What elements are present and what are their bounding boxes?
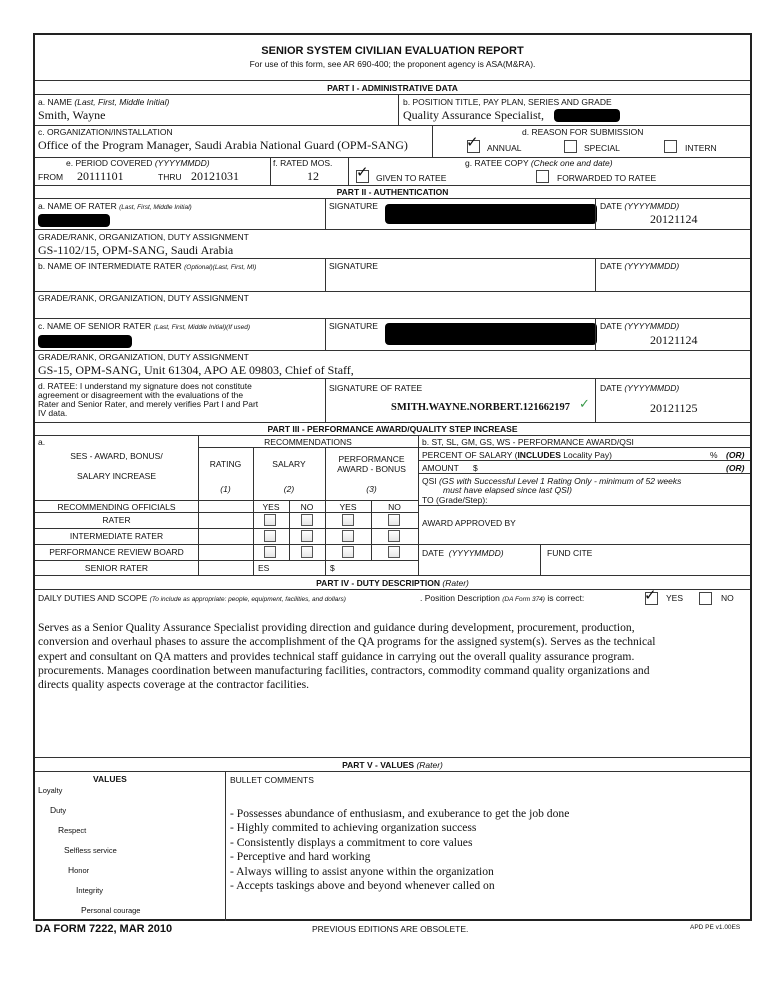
version-label: APD PE v1.00ES [690,924,741,931]
salary-header: SALARY [272,459,306,469]
ratee-signature-label: SIGNATURE OF RATEE [329,383,423,393]
senior-grade-label: GRADE/RANK, ORGANIZATION, DUTY ASSIGNMENT [38,352,249,362]
part5-title: PART V - VALUES (Rater) [342,760,443,770]
form-subtitle: For use of this form, see AR 690-400; the proponent agency is ASA(M&RA). [249,59,536,69]
part1-title: PART I - ADMINISTRATIVE DATA [327,83,458,93]
part3-title: PART III - PERFORMANCE AWARD/QUALITY STEP INCREASE [267,424,518,434]
divider [595,318,596,350]
intermediate-signature-label: SIGNATURE [329,261,378,271]
recommendations-label: RECOMMENDATIONS [264,437,352,447]
senior-grade-field[interactable]: GS-15, OPM-SANG, Unit 61304, APO AE 09803, Chief of Staff, [38,363,354,377]
forwarded-label: FORWARDED TO RATEE [557,173,657,183]
divider [325,198,326,229]
award-date-label: DATE (YYYYMMDD) [422,548,504,558]
org-field[interactable]: Office of the Program Manager, Saudi Arabia National Guard (OPM-SANG) [38,138,408,152]
divider [35,500,418,501]
divider [398,94,399,125]
value-integrity: Integrity [76,885,103,895]
rater-date-field[interactable]: 20121124 [650,212,698,226]
senior-signature-label: SIGNATURE [329,321,378,331]
divider [325,378,326,422]
divider [35,422,750,423]
divider [35,771,750,772]
row-senior-label: SENIOR RATER [84,563,149,573]
redaction-block [38,214,110,227]
rating-header: RATING [209,459,242,469]
divider [432,125,433,157]
special-label: SPECIAL [584,143,620,153]
part3-b-label: b. ST, SL, GM, GS, WS - PERFORMANCE AWARD/QSI [422,437,634,447]
redaction-block [38,335,132,348]
inter-salary-no-checkbox[interactable] [301,530,313,542]
special-checkbox[interactable] [564,140,577,153]
divider [35,318,750,319]
divider [35,258,750,259]
divider [418,447,750,448]
reason-label: d. REASON FOR SUBMISSION [522,127,644,137]
redaction-block [554,109,620,122]
divider [35,435,750,436]
divider [35,544,418,545]
period-label: e. PERIOD COVERED (YYYYMMDD) [66,158,210,168]
divider [418,505,750,506]
posdesc-yes-label: YES [666,593,684,603]
bullet-comments-label: BULLET COMMENTS [230,775,314,785]
perf-no-header: NO [388,502,401,512]
daily-duties-label: DAILY DUTIES AND SCOPE (To include as appropriate: people, equipment, facilities, and dollars) [38,593,346,603]
prb-salary-no-checkbox[interactable] [301,546,313,558]
inter-perf-no-checkbox[interactable] [388,530,400,542]
value-personal-courage: Personal courage [81,905,141,915]
intermediate-rater-label: b. NAME OF INTERMEDIATE RATER (Optional)(Last, First, MI) [38,261,257,271]
fund-cite-label: FUND CITE [547,548,593,558]
part4-title: PART IV - DUTY DESCRIPTION (Rater) [316,578,469,588]
row-intermediate-label: INTERMEDIATE RATER [69,531,164,541]
divider [198,447,418,448]
previous-editions-note: PREVIOUS EDITIONS ARE OBSOLETE. [312,924,469,934]
ses-label-1: SES - AWARD, BONUS/ [70,451,163,461]
percent-label: PERCENT OF SALARY (INCLUDES Locality Pay) [422,450,612,460]
posdesc-no-checkbox[interactable] [699,592,712,605]
divider [35,198,750,199]
divider [35,528,418,529]
rater-perf-yes-checkbox[interactable] [342,514,354,526]
rater-salary-yes-checkbox[interactable] [264,514,276,526]
value-duty: Duty [50,805,67,815]
name-field[interactable]: Smith, Wayne [38,108,106,122]
prb-perf-yes-checkbox[interactable] [342,546,354,558]
part3-a-label: a. [38,437,46,447]
col2-number: (2) [283,484,295,494]
divider [270,157,271,185]
intern-label: INTERN [685,143,717,153]
form-title: SENIOR SYSTEM CIVILIAN EVALUATION REPORT [261,45,524,57]
rated-label: f. RATED MOS. [273,158,333,168]
divider [35,757,750,758]
rater-signature-label: SIGNATURE [329,201,378,211]
row-rater-label: RATER [102,515,131,525]
copy-label: g. RATEE COPY (Check one and date) [465,158,613,168]
rater-label: a. NAME OF RATER (Last, First, Middle Initial) [38,201,192,211]
rater-date-label: DATE (YYYYMMDD) [600,201,680,211]
divider [35,350,750,351]
rater-grade-label: GRADE/RANK, ORGANIZATION, DUTY ASSIGNMENT [38,232,249,242]
divider [35,560,418,561]
salary-no-header: NO [300,502,314,512]
rater-perf-no-checkbox[interactable] [388,514,400,526]
divider [225,771,226,921]
rater-salary-no-checkbox[interactable] [301,514,313,526]
divider [540,544,541,575]
divider [35,94,750,95]
ratee-digital-signature[interactable]: SMITH.WAYNE.NORBERT.121662197 [391,402,571,413]
or-label-1: (OR) [726,450,745,460]
salary-yes-header: YES [262,502,280,512]
senior-date-label: DATE (YYYYMMDD) [600,321,680,331]
divider [595,198,596,229]
senior-es-label: ES [258,563,270,573]
intermediate-date-label: DATE (YYYYMMDD) [600,261,680,271]
duty-description[interactable]: Serves as a Senior Quality Assurance Specialist providing direction and guidance during development, procurement, production, conversion and overhaul phases to assure the accomplishment of the QA programs for the assigned system(s). Serves as the technical expert and consultant on QA matters and provides technical staff guidance in carrying out the overall quality assurance program. procurements. Manages coordination between manufacturing facilities, contractors, commodity command quality organizations and directs quality aspects coverage at the contractor facilities. [38,621,656,692]
checkmark-icon: ✓ [356,163,369,181]
col3-number: (3) [366,484,377,494]
recommending-officials-label: RECOMMENDING OFFICIALS [57,502,176,512]
divider [595,378,596,422]
divider [35,80,750,81]
qsi-note: must have elapsed since last QSI) [443,485,572,495]
percent-sign: % [710,450,718,460]
from-field[interactable]: 20111101 [77,169,124,183]
prb-salary-yes-checkbox[interactable] [264,546,276,558]
divider [418,460,750,461]
value-selfless-service: Selfless service [64,845,117,855]
inter-perf-yes-checkbox[interactable] [342,530,354,542]
posdesc-no-label: NO [721,593,734,603]
position-field[interactable]: Quality Assurance Specialist, [403,108,544,122]
divider [418,544,750,545]
amount-label: AMOUNT $ [422,463,478,473]
thru-label: THRU [158,172,182,182]
or-label-2: (OR) [726,463,745,473]
divider [35,378,750,379]
redaction-block [385,204,597,224]
value-honor: Honor [68,865,90,875]
ratee-date-field[interactable]: 20121125 [650,401,698,415]
divider [325,318,326,350]
col1-number: (1) [220,484,231,494]
position-label: b. POSITION TITLE, PAY PLAN, SERIES AND GRADE [403,97,612,107]
forwarded-checkbox[interactable] [536,170,549,183]
redaction-block [385,323,597,345]
divider [35,512,418,513]
divider [35,125,750,126]
row-prb-label: PERFORMANCE REVIEW BOARD [49,547,184,557]
form-number: DA FORM 7222, MAR 2010 [35,923,173,935]
rated-field[interactable]: 12 [307,169,319,183]
values-label: VALUES [93,774,127,784]
annual-label: ANNUAL [487,143,522,153]
thru-field[interactable]: 20121031 [191,169,239,183]
senior-date-field[interactable]: 20121124 [650,333,698,347]
perf-header-1: PERFORMANCE [338,454,405,464]
divider [35,589,750,590]
rater-grade-field[interactable]: GS-1102/15, OPM-SANG, Saudi Arabia [38,243,234,257]
checkmark-icon: ✓ [466,133,479,151]
evaluation-form [33,33,752,921]
from-label: FROM [38,172,64,182]
divider [35,575,750,576]
divider [418,473,750,474]
divider [198,435,199,575]
signature-verified-icon: ✓ [579,397,590,412]
senior-dollar-label: $ [330,563,335,573]
perf-header-2: AWARD - BONUS [337,464,406,474]
intern-checkbox[interactable] [664,140,677,153]
divider [35,185,750,186]
org-label: c. ORGANIZATION/INSTALLATION [38,127,173,137]
given-label: GIVEN TO RATEE [376,173,447,183]
divider [348,157,349,185]
intermediate-grade-label: GRADE/RANK, ORGANIZATION, DUTY ASSIGNMENT [38,293,249,303]
prb-perf-no-checkbox[interactable] [388,546,400,558]
divider [325,258,326,291]
qsi-label: QSI (GS with Successful Level 1 Rating Only - minimum of 52 weeks [422,476,682,486]
checkmark-icon: ✓ [644,586,657,604]
value-respect: Respect [58,825,87,835]
part2-title: PART II - AUTHENTICATION [336,187,449,197]
ratee-statement: d. RATEE: I understand my signature does not constitute agreement or disagreement with the evaluations of the Rater and Senior Rater, and merely verifies Part I and Part IV data. [38,381,259,418]
bullet-comments[interactable]: - Possesses abundance of enthusiasm, and exuberance to get the job done - Highly commited to achieving organization success - Consistently displays a commitment to core values - Perceptive and hard working - Always willing to assist anyone within the organization - Accepts taskings above and beyond whenever called on [230,807,570,893]
position-description-label: . Position Description (DA Form 374) is correct: [420,593,585,603]
divider [35,291,750,292]
name-label: a. NAME (Last, First, Middle Initial) [38,97,170,107]
divider [35,229,750,230]
award-approved-label: AWARD APPROVED BY [422,518,516,528]
ratee-date-label: DATE (YYYYMMDD) [600,383,680,393]
senior-rater-label: c. NAME OF SENIOR RATER (Last, First, Middle Initial)(If used) [38,321,251,331]
divider [595,258,596,291]
inter-salary-yes-checkbox[interactable] [264,530,276,542]
value-loyalty: Loyalty [38,785,63,795]
to-grade-label: TO (Grade/Step): [422,495,488,505]
ses-label-2: SALARY INCREASE [76,471,157,481]
perf-yes-header: YES [339,502,357,512]
